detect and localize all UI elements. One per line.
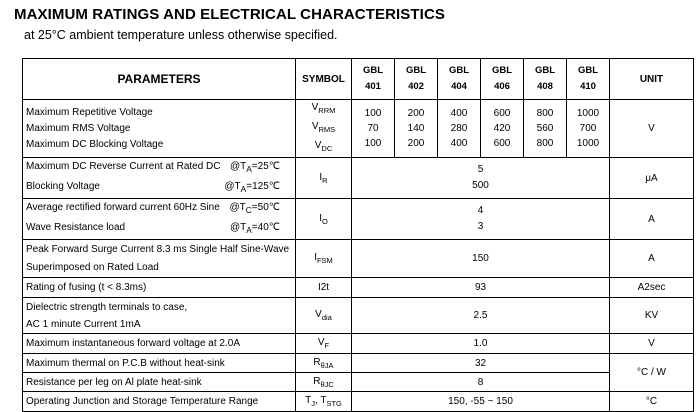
voltage-values-402: 200 140 200 [395, 100, 438, 158]
surge-row [23, 240, 694, 278]
temperature-param: Operating Junction and Storage Temperature Range [23, 392, 296, 412]
thermal-pcb-param: Maximum thermal on P.C.B without heat-sink [23, 354, 296, 373]
reverse-current-params: Maximum DC Reverse Current at Rated DC $@T_A=25℃$ Blocking Voltage $@T_A=125℃$ [23, 158, 296, 199]
temperature-symbol: $T_J$, $T_{STG}$ [296, 392, 352, 412]
header-unit: UNIT [610, 59, 694, 100]
header-row [23, 59, 694, 100]
fusing-row [23, 278, 694, 298]
forward-current-values: 4 3 [352, 199, 610, 240]
reverse-current-unit: μA [610, 158, 694, 199]
dielectric-params: Dielectric strength terminals to case, AC 1 minute Current 1mA [23, 298, 296, 334]
page-subtitle: at 25°C ambient temperature unless otherwise specified. [24, 28, 338, 42]
voltage-unit: V [610, 100, 694, 158]
header-device-402: GBL 402 [395, 59, 438, 100]
header-parameters: PARAMETERS [23, 59, 296, 100]
fusing-param: Rating of fusing (t < 8.3ms) [23, 278, 296, 298]
temperature-value: 150, -55 ~ 150 [352, 392, 610, 412]
voltage-row [23, 100, 694, 158]
thermal-al-param: Resistance per leg on Al plate heat-sink [23, 373, 296, 392]
forward-current-params: Average rectified forward current 60Hz Sine $@T_C=50℃$ Wave Resistance load $@T_A=40℃$ [23, 199, 296, 240]
header-symbol: SYMBOL [296, 59, 352, 100]
surge-unit: A [610, 240, 694, 278]
forward-voltage-param: Maximum instantaneous forward voltage at 2.0A [23, 334, 296, 354]
reverse-current-symbol: $I_R$ [296, 158, 352, 199]
header-device-401: GBL 401 [352, 59, 395, 100]
thermal-pcb-symbol: $R_{\theta JA}$ [296, 354, 352, 373]
voltage-values-410: 1000 700 1000 [567, 100, 610, 158]
header-device-404: GBL 404 [438, 59, 481, 100]
thermal-al-value: 8 [352, 373, 610, 392]
voltage-params: Maximum Repetitive Voltage Maximum RMS Voltage Maximum DC Blocking Voltage [23, 100, 296, 158]
page-title: MAXIMUM RATINGS AND ELECTRICAL CHARACTERISTICS [14, 6, 445, 23]
header-device-406: GBL 406 [481, 59, 524, 100]
header-device-408: GBL 408 [524, 59, 567, 100]
forward-voltage-row [23, 334, 694, 354]
surge-value: 150 [352, 240, 610, 278]
dielectric-symbol: $V_{dia}$ [296, 298, 352, 334]
thermal-pcb-row [23, 354, 694, 373]
ratings-table [22, 58, 694, 412]
thermal-unit: °C / W [610, 354, 694, 392]
dielectric-unit: KV [610, 298, 694, 334]
fusing-unit: A2sec [610, 278, 694, 298]
thermal-pcb-value: 32 [352, 354, 610, 373]
header-device-410: GBL 410 [567, 59, 610, 100]
voltage-values-408: 800 560 800 [524, 100, 567, 158]
reverse-current-row [23, 158, 694, 199]
thermal-al-symbol: $R_{\theta JC}$ [296, 373, 352, 392]
forward-current-row [23, 199, 694, 240]
dielectric-value: 2.5 [352, 298, 610, 334]
thermal-al-row [23, 373, 694, 392]
temperature-row [23, 392, 694, 412]
surge-params: Peak Forward Surge Current 8.3 ms Single Half Sine-Wave Superimposed on Rated Load [23, 240, 296, 278]
fusing-symbol: I2t [296, 278, 352, 298]
voltage-values-401: 100 70 100 [352, 100, 395, 158]
forward-voltage-value: 1.0 [352, 334, 610, 354]
voltage-values-406: 600 420 600 [481, 100, 524, 158]
voltage-symbols: $V_{RRM}$ $V_{RMS}$ $V_{DC}$ [296, 100, 352, 158]
forward-voltage-unit: V [610, 334, 694, 354]
forward-current-unit: A [610, 199, 694, 240]
voltage-values-404: 400 280 400 [438, 100, 481, 158]
temperature-unit: °C [610, 392, 694, 412]
dielectric-row [23, 298, 694, 334]
forward-voltage-symbol: $V_F$ [296, 334, 352, 354]
fusing-value: 93 [352, 278, 610, 298]
forward-current-symbol: $I_O$ [296, 199, 352, 240]
surge-symbol: $I_{FSM}$ [296, 240, 352, 278]
reverse-current-values: 5 500 [352, 158, 610, 199]
